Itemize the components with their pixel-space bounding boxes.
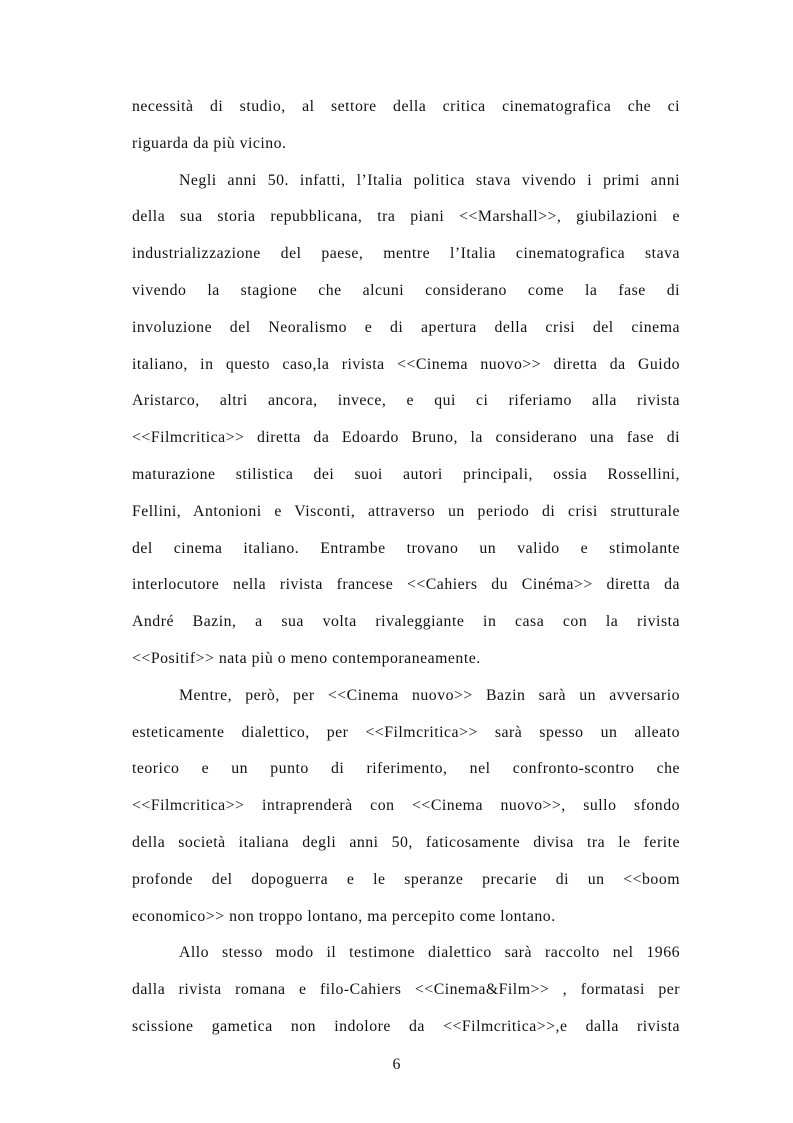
text-line: <<Filmcritica>> diretta da Edoardo Bruno, la considerano una fase di (132, 429, 680, 447)
text-line: Mentre, però, per <<Cinema nuovo>> Bazin sarà un avversario (179, 686, 680, 704)
text-line: <<Filmcritica>> intraprenderà con <<Cinema nuovo>>, sullo sfondo (132, 797, 680, 815)
text-line: involuzione del Neoralismo e di apertura della crisi del cinema (132, 318, 680, 336)
text-line: maturazione stilistica dei suoi autori principali, ossia Rossellini, (132, 465, 680, 483)
body-text (132, 93, 680, 1050)
text-line: della società italiana degli anni 50, faticosamente divisa tra le ferite (132, 833, 680, 851)
text-line: della sua storia repubblicana, tra piani <<Marshall>>, giubilazioni e (132, 208, 680, 226)
text-line: interlocutore nella rivista francese <<Cahiers du Cinéma>> diretta da (132, 576, 680, 594)
text-line: economico>> non troppo lontano, ma percepito come lontano. (132, 907, 556, 925)
text-line: del cinema italiano. Entrambe trovano un valido e stimolante (132, 539, 680, 557)
text-line: dalla rivista romana e filo-Cahiers <<Cinema&Film>> , formatasi per (132, 981, 680, 999)
text-line: italiano, in questo caso,la rivista <<Cinema nuovo>> diretta da Guido (132, 355, 680, 373)
text-line: <<Positif>> nata più o meno contemporaneamente. (132, 649, 481, 667)
text-line: riguarda da più vicino. (132, 134, 287, 152)
text-line: teorico e un punto di riferimento, nel confronto-scontro che (132, 760, 680, 778)
text-line: esteticamente dialettico, per <<Filmcritica>> sarà spesso un alleato (132, 723, 680, 741)
text-line: industrializzazione del paese, mentre l’Italia cinematografica stava (132, 245, 680, 263)
text-line: Negli anni 50. infatti, l’Italia politica stava vivendo i primi anni (179, 171, 680, 189)
text-line: vivendo la stagione che alcuni considerano come la fase di (132, 281, 680, 299)
text-line: André Bazin, a sua volta rivaleggiante in casa con la rivista (132, 613, 680, 631)
text-line: necessità di studio, al settore della critica cinematografica che ci (132, 98, 680, 115)
text-line: Allo stesso modo il testimone dialettico sarà raccolto nel 1966 (179, 944, 680, 962)
text-line: Aristarco, altri ancora, invece, e qui ci riferiamo alla rivista (132, 392, 680, 410)
text-line: scissione gametica non indolore da <<Filmcritica>>,e dalla rivista (132, 1017, 680, 1035)
page-number: 6 (392, 1056, 401, 1073)
text-line: profonde del dopoguerra e le speranze precarie di un <<boom (132, 870, 680, 888)
text-line: Fellini, Antonioni e Visconti, attraverso un periodo di crisi strutturale (132, 502, 680, 520)
